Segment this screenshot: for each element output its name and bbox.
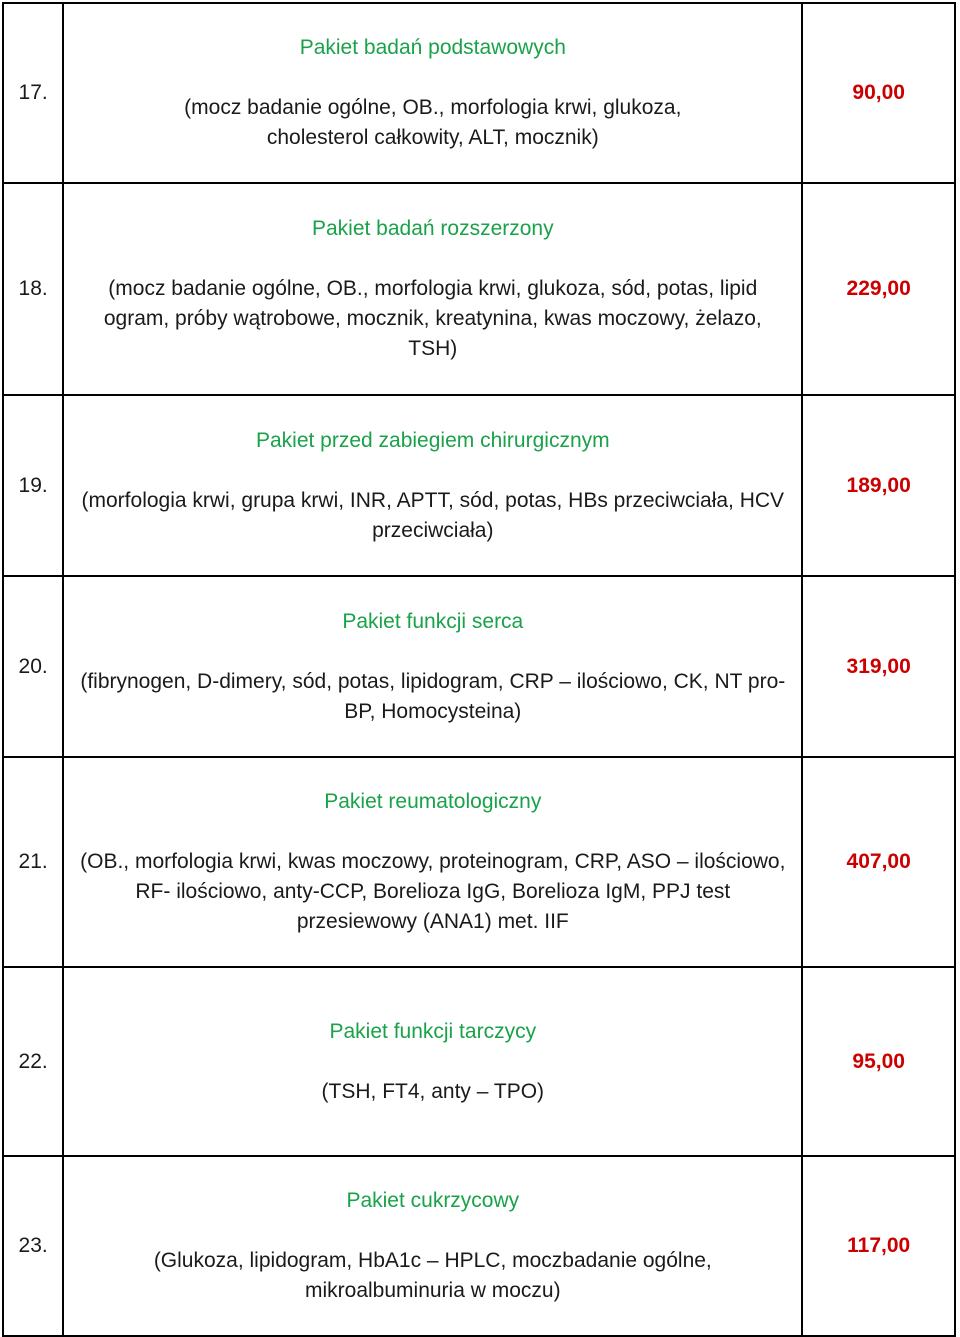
- package-title: Pakiet przed zabiegiem chirurgicznym: [255, 428, 610, 452]
- package-title: Pakiet badań rozszerzony: [311, 217, 554, 240]
- table-row: [3, 3, 955, 183]
- package-details: (TSH, FT4, anty – TPO): [321, 1079, 545, 1103]
- package-details: (Glukoza, lipidogram, HbA1c – HPLC, moczbadanie ogólne, mikroalbuminuria w moczu): [153, 1249, 712, 1302]
- table-row: [3, 967, 955, 1156]
- package-title: Pakiet funkcji tarczycy: [329, 1019, 537, 1043]
- table-row: [3, 1156, 955, 1336]
- package-title: Pakiet reumatologiczny: [324, 790, 542, 813]
- row-number: 23.: [3, 1156, 63, 1336]
- package-cell: [63, 576, 802, 757]
- package-details: (mocz badanie ogólne, OB., morfologia krwi, glukoza, sód, potas, lipid ogram, próby wątrobowe, mocznik, kreatynina, kwas moczowy, żelazo, TSH): [103, 277, 762, 360]
- package-cell: [63, 183, 802, 395]
- table-row: [3, 395, 955, 576]
- package-details: (mocz badanie ogólne, OB., morfologia krwi, glukoza, cholesterol całkowity, ALT, mocznik): [184, 96, 682, 149]
- package-price: 90,00: [802, 3, 955, 183]
- package-details: (fibrynogen, D-dimery, sód, potas, lipidogram, CRP – ilościowo, CK, NT pro-BP, Homocysteina): [80, 669, 786, 723]
- package-title: Pakiet funkcji serca: [342, 609, 524, 633]
- row-number: 21.: [3, 757, 63, 967]
- row-number: 22.: [3, 967, 63, 1156]
- row-number: 18.: [3, 183, 63, 395]
- row-number: 19.: [3, 395, 63, 576]
- package-price: 229,00: [802, 183, 955, 395]
- row-number: 20.: [3, 576, 63, 757]
- package-price: 117,00: [802, 1156, 955, 1336]
- package-title: Pakiet badań podstawowych: [299, 36, 566, 59]
- package-title: Pakiet cukrzycowy: [346, 1189, 520, 1212]
- row-number: 17.: [3, 3, 63, 183]
- price-list-table: [2, 2, 956, 1337]
- package-details: (morfologia krwi, grupa krwi, INR, APTT, sód, potas, HBs przeciwciała, HCV przeciwciała): [81, 488, 785, 542]
- package-details: (OB., morfologia krwi, kwas moczowy, proteinogram, CRP, ASO – ilościowo, RF- ilościowo, anty-CCP, Borelioza IgG, Borelioza IgM, PPJ test przesiewowy (ANA1) met. IIF: [80, 850, 786, 933]
- package-price: 319,00: [802, 576, 955, 757]
- package-price: 95,00: [802, 967, 955, 1156]
- table-row: [3, 757, 955, 967]
- table-row: [3, 576, 955, 757]
- package-cell: [63, 1156, 802, 1336]
- package-price: 189,00: [802, 395, 955, 576]
- package-price: 407,00: [802, 757, 955, 967]
- package-cell: [63, 3, 802, 183]
- table-row: [3, 183, 955, 395]
- package-cell: [63, 757, 802, 967]
- package-cell: [63, 967, 802, 1156]
- package-cell: [63, 395, 802, 576]
